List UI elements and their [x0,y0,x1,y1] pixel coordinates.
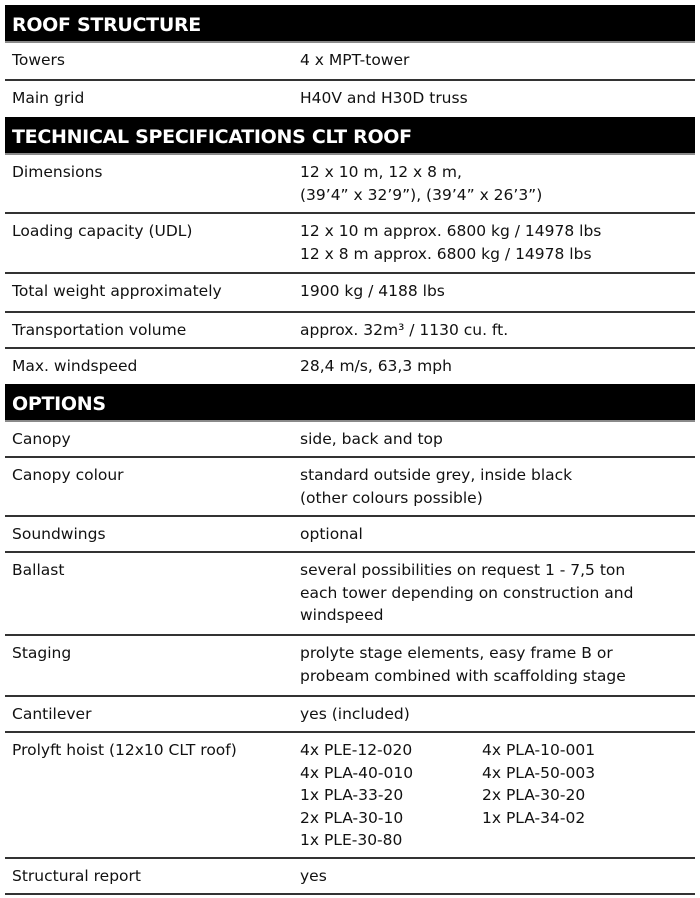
label-text: Soundwings [12,525,106,543]
section-header-technical-specifications: TECHNICAL SPECIFICATIONS CLT ROOF [5,117,695,155]
spec-label [12,428,292,451]
spec-value [300,280,695,307]
value-text: H40V and H30D truss [300,89,468,107]
spec-row-staging [5,636,695,697]
label-text: Main grid [12,89,85,107]
spec-label [12,642,292,665]
hoist-item: 1x PLA-34-02 [482,808,586,827]
value-text: optional [300,525,363,543]
spec-label [12,319,292,342]
label-text: Dimensions [12,163,103,181]
hoist-item: 2x PLA-30-10 [300,808,404,827]
spec-label [12,464,292,487]
value-text: probeam combined with scaffolding stage [300,666,626,685]
value-text: each tower depending on construction and [300,583,634,602]
spec-row-canopy-colour [5,458,695,517]
spec-value [300,355,695,382]
hoist-column-2 [482,739,664,852]
spec-row-canopy [5,422,695,458]
spec-row-main-grid [5,81,695,117]
label-text: Ballast [12,561,65,579]
hoist-item: 4x PLA-10-001 [482,741,596,759]
label-text: Canopy colour [12,466,124,484]
label-text: Transportation volume [12,321,187,339]
label-text: Cantilever [12,705,92,723]
spec-value [300,559,695,631]
spec-row-loading-capacity [5,214,695,274]
spec-label [12,559,292,582]
spec-table [5,5,695,895]
hoist-list [300,739,695,856]
section-header-options: OPTIONS [5,384,695,422]
value-text: 4 x MPT-tower [300,51,410,69]
value-text: (other colours possible) [300,488,483,507]
value-text: yes [300,867,327,885]
spec-value [300,865,695,892]
spec-label [12,523,292,546]
spec-label [12,355,292,378]
spec-row-towers [5,43,695,81]
spec-label [12,161,292,184]
spec-row-dimensions [5,155,695,214]
label-text: Staging [12,644,72,662]
spec-value [300,87,695,114]
spec-label [12,865,292,888]
label-text: Prolyft hoist [12,741,105,759]
value-text: prolyte stage elements, easy frame B or [300,644,613,662]
spec-row-prolyft-hoist [5,733,695,859]
value-text: approx. 32m³ / 1130 cu. ft. [300,321,509,339]
value-text: 12 x 10 m approx. 6800 kg / 14978 lbs [300,222,602,240]
hoist-item: 4x PLA-50-003 [482,763,596,782]
label-text: Towers [12,51,65,69]
spec-label [12,280,292,303]
value-text: 12 x 8 m approx. 6800 kg / 14978 lbs [300,244,592,263]
value-text: side, back and top [300,430,443,448]
label-text: Loading capacity (UDL) [12,222,193,240]
label-text: Total weight approximately [12,282,222,300]
value-text: standard outside grey, inside black [300,466,573,484]
value-text: 1900 kg / 4188 lbs [300,282,445,300]
spec-label [12,703,292,726]
label-text: Max. windspeed [12,357,138,375]
hoist-item: 2x PLA-30-20 [482,786,586,804]
spec-value [300,523,695,550]
label-text: Structural report [12,867,141,885]
value-text: 28,4 m/s, 63,3 mph [300,357,452,375]
spec-row-ballast [5,553,695,636]
spec-row-total-weight [5,274,695,313]
label-text: Canopy [12,430,71,448]
hoist-column-1 [300,739,482,852]
value-text: windspeed [300,606,384,624]
spec-value [300,464,695,513]
spec-label [12,220,292,243]
spec-value [300,220,695,269]
spec-row-soundwings [5,517,695,553]
hoist-item: 1x PLA-33-20 [300,786,404,804]
spec-row-structural-report [5,859,695,895]
value-text: yes (included) [300,705,410,723]
spec-value [300,319,695,346]
spec-row-cantilever [5,697,695,733]
spec-label [12,49,292,72]
hoist-item: 4x PLA-40-010 [300,763,414,782]
label-text: (12x10 CLT roof) [108,741,237,759]
value-text: 12 x 10 m, 12 x 8 m, [300,163,462,181]
spec-label [12,739,292,762]
spec-row-transportation-volume [5,313,695,349]
spec-label [12,87,292,110]
value-text: several possibilities on request 1 - 7,5 ton [300,561,626,579]
hoist-item: 4x PLE-12-020 [300,741,413,759]
spec-value [300,49,695,76]
spec-value [300,161,695,210]
section-header-roof-structure: ROOF STRUCTURE [5,5,695,43]
value-text: (39’4” x 32’9”), (39’4” x 26’3”) [300,185,543,204]
hoist-item: 1x PLE-30-80 [300,831,403,849]
spec-value [300,428,695,455]
spec-value [300,642,695,691]
spec-row-max-windspeed [5,349,695,384]
spec-value [300,703,695,730]
